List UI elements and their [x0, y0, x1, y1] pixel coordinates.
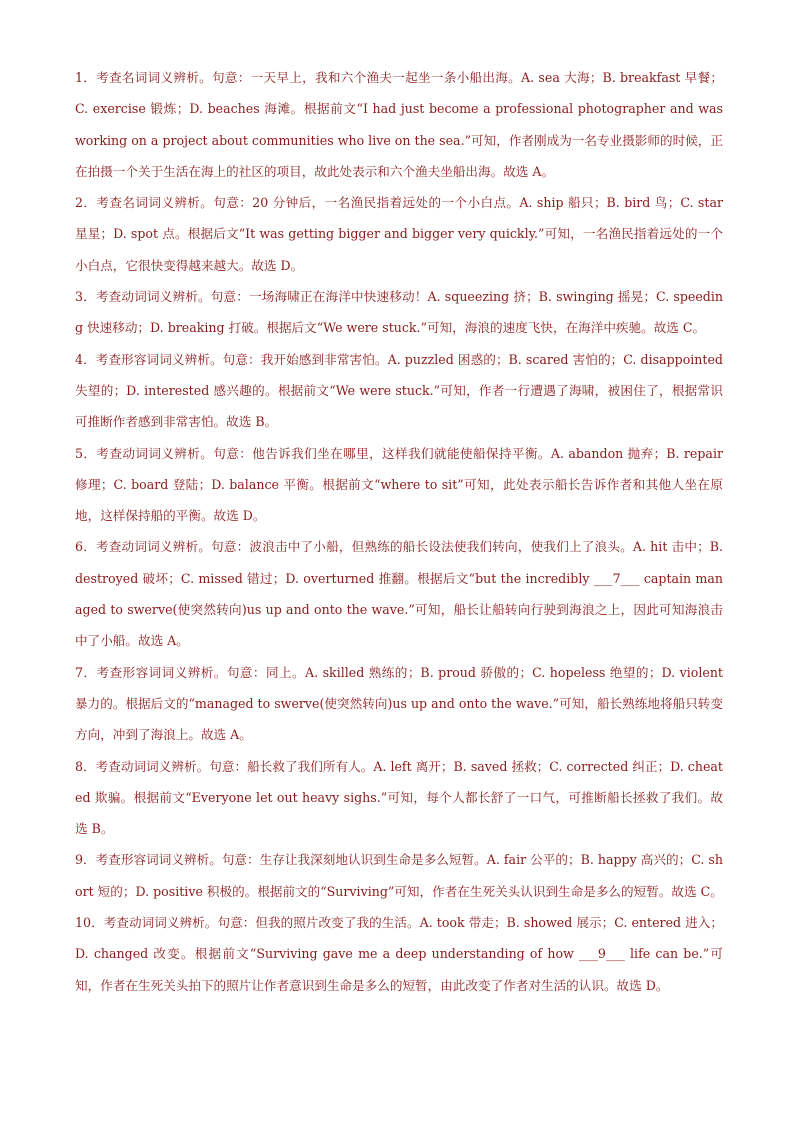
- explanation-9: 9．考查形容词词义辨析。句意：生存让我深刻地认识到生命是多么短暂。A. fair 公平的；B. happy 高兴的；C. short 短的；D. positive 积极的。根据前文的“Surviving”可知，作者在生死关头认识到生命是多么的短暂。故选 C。: [75, 852, 723, 899]
- answer-explanations: [75, 62, 723, 1001]
- explanation-10: 10．考查动词词义辨析。句意：但我的照片改变了我的生活。A. took 带走；B. showed 展示；C. entered 进入；D. changed 改变。根据前文“Surviving gave me a deep understanding of how ___9___ life can be.”可知，作者在生死关头拍下的照片让作者意识到生命是多么的短暂，由此改变了作者对生活的认识。故选 D。: [75, 915, 723, 993]
- explanation-5: 5．考查动词词义辨析。句意：他告诉我们坐在哪里，这样我们就能使船保持平衡。A. abandon 抛弃；B. repair 修理；C. board 登陆；D. balance 平衡。根据前文“where to sit”可知，此处表示船长告诉作者和其他人坐在原地，这样保持船的平衡。故选 D。: [75, 445, 723, 524]
- explanation-3: 3．考查动词词义辨析。句意：一场海啸正在海洋中快速移动！A. squeezing 挤；B. swinging 摇晃；C. speeding 快速移动；D. breaking 打破。根据后文“We were stuck.”可知，海浪的速度飞快，在海洋中疾驰。故选 C。: [75, 289, 723, 336]
- explanation-7: 7．考查形容词词义辨析。句意：同上。A. skilled 熟练的；B. proud 骄傲的；C. hopeless 绝望的；D. violent 暴力的。根据后文的“managed to swerve(使突然转向)us up and onto the wave.”可知，船长熟练地将船只转变方向，冲到了海浪上。故选 A。: [75, 664, 723, 743]
- explanation-1: 1．考查名词词义辨析。句意：一天早上，我和六个渔夫一起坐一条小船出海。A. sea 大海；B. breakfast 早餐；C. exercise 锻炼；D. beaches 海滩。根据前文“I had just become a professional photographer and was working on a project about communities who live on the sea.”可知，作者刚成为一名专业摄影师的时候，正在拍摄一个关于生活在海上的社区的项目，故此处表示和六个渔夫坐船出海。故选 A。: [75, 70, 723, 179]
- explanation-2: 2．考查名词词义辨析。句意：20 分钟后，一名渔民指着远处的一个小白点。A. ship 船只；B. bird 鸟；C. star 星星；D. spot 点。根据后文“It was getting bigger and bigger very quickly.”可知，一名渔民指着远处的一个小白点，它很快变得越来越大。故选 D。: [75, 195, 723, 273]
- explanation-8: 8．考查动词词义辨析。句意：船长救了我们所有人。A. left 离开；B. saved 拯救；C. corrected 纠正；D. cheated 欺骗。根据前文“Everyone let out heavy sighs.”可知，每个人都长舒了一口气，可推断船长拯救了我们。故选 B。: [75, 758, 723, 837]
- explanation-6: 6．考查动词词义辨析。句意：波浪击中了小船，但熟练的船长设法使我们转向，使我们上了浪头。A. hit 击中；B. destroyed 破坏；C. missed 错过；D. overturned 推翻。根据后文“but the incredibly ___7___ captain managed to swerve(使突然转向)us up and onto the wave.”可知，船长让船转向行驶到海浪之上，因此可知海浪击中了小船。故选 A。: [75, 539, 723, 649]
- explanation-4: 4．考查形容词词义辨析。句意：我开始感到非常害怕。A. puzzled 困惑的；B. scared 害怕的；C. disappointed 失望的；D. interested 感兴趣的。根据前文“We were stuck.”可知，作者一行遭遇了海啸，被困住了，根据常识可推断作者感到非常害怕。故选 B。: [75, 351, 723, 430]
